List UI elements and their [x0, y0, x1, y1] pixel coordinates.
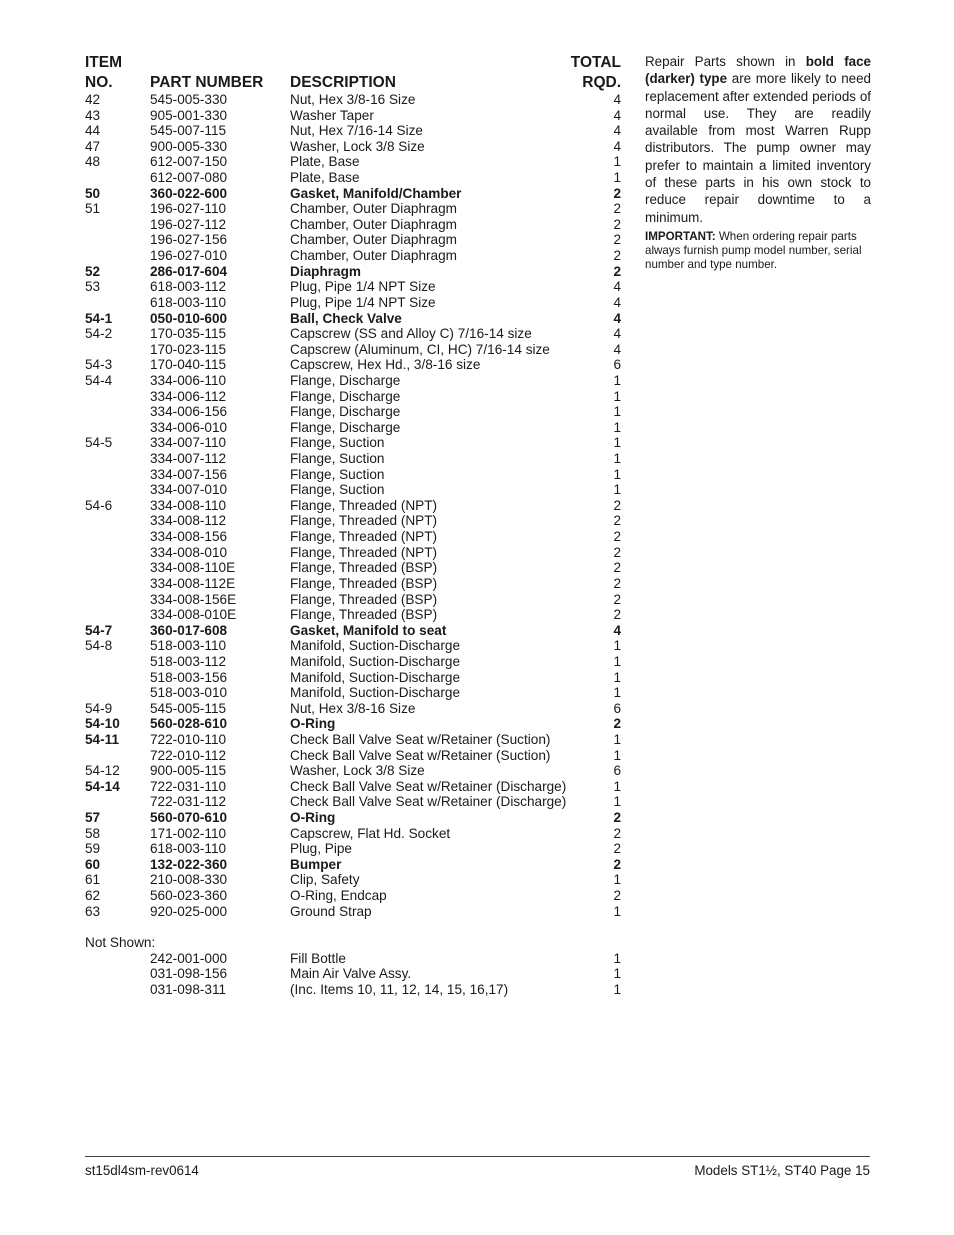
footer-rule	[85, 1156, 870, 1157]
part-number: 618-003-110	[150, 294, 227, 310]
parts-row	[85, 232, 623, 248]
parts-row	[85, 108, 623, 124]
parts-row	[85, 139, 623, 155]
parts-row	[85, 592, 623, 608]
footer-doc-id: st15dl4sm-rev0614	[85, 1163, 199, 1178]
total-required: 1	[613, 778, 621, 794]
total-required: 1	[613, 435, 621, 451]
part-number: 334-008-112	[150, 513, 227, 529]
part-description: Bumper	[290, 856, 342, 872]
part-description: Main Air Valve Assy.	[290, 966, 412, 982]
item-number: 52	[85, 263, 101, 279]
total-required: 2	[613, 497, 621, 513]
total-required: 1	[613, 981, 621, 997]
total-required: 4	[613, 294, 621, 310]
item-number: 54-14	[85, 778, 120, 794]
parts-row	[85, 186, 623, 202]
part-number: 334-008-110	[150, 497, 227, 513]
item-number: 48	[85, 154, 101, 170]
total-required: 1	[613, 404, 621, 420]
item-number: 54-6	[85, 497, 113, 513]
item-number: 44	[85, 123, 101, 139]
part-description: Flange, Threaded (NPT)	[290, 497, 438, 513]
header-total-line2: RQD.	[582, 74, 621, 91]
part-number: 722-010-110	[150, 731, 227, 747]
header-item-line2: NO.	[85, 74, 113, 91]
part-number: 170-040-115	[150, 357, 227, 373]
part-number: 334-008-010E	[150, 607, 237, 623]
part-number: 334-006-112	[150, 388, 227, 404]
important-label: IMPORTANT:	[645, 229, 716, 243]
item-number: 60	[85, 856, 101, 872]
header-total-line1: TOTAL	[570, 54, 621, 71]
repair-parts-note	[645, 53, 871, 272]
parts-row	[85, 966, 623, 982]
note-text-before: Repair Parts shown in	[645, 54, 806, 69]
part-number: 905-001-330	[150, 107, 228, 123]
part-description: Plug, Pipe 1/4 NPT Size	[290, 294, 436, 310]
item-number: 42	[85, 92, 101, 107]
total-required: 1	[613, 451, 621, 467]
total-required: 1	[613, 170, 621, 186]
part-number: 545-005-330	[150, 92, 228, 107]
part-description: Flange, Suction	[290, 466, 385, 482]
item-number: 54-1	[85, 310, 113, 326]
part-number: 360-022-600	[150, 185, 228, 201]
total-required: 1	[613, 372, 621, 388]
parts-row	[85, 826, 623, 842]
parts-row	[85, 560, 623, 576]
parts-row	[85, 154, 623, 170]
total-required: 1	[613, 482, 621, 498]
total-required: 1	[613, 950, 621, 966]
part-number: 900-005-330	[150, 138, 228, 154]
part-description: Capscrew, Flat Hd. Socket	[290, 825, 451, 841]
part-description: Flange, Discharge	[290, 419, 401, 435]
total-required: 2	[613, 825, 621, 841]
part-description: Capscrew (SS and Alloy C) 7/16-14 size	[290, 326, 532, 342]
total-required: 1	[613, 794, 621, 810]
total-required: 4	[613, 279, 621, 295]
part-number: 360-017-608	[150, 622, 228, 638]
part-description: Flange, Threaded (BSP)	[290, 607, 438, 623]
parts-row	[85, 451, 623, 467]
part-number: 334-008-010	[150, 544, 228, 560]
parts-row	[85, 545, 623, 561]
item-number: 54-7	[85, 622, 113, 638]
item-number: 54-5	[85, 435, 113, 451]
total-required: 2	[613, 716, 621, 732]
part-description: Flange, Discharge	[290, 372, 401, 388]
part-number: 170-035-115	[150, 326, 227, 342]
part-description: Check Ball Valve Seat w/Retainer (Discharge)	[290, 778, 567, 794]
important-note	[645, 230, 871, 272]
part-number: 334-006-110	[150, 372, 227, 388]
part-number: 334-007-156	[150, 466, 228, 482]
parts-row	[85, 295, 623, 311]
parts-row	[85, 482, 623, 498]
total-required: 2	[613, 216, 621, 232]
total-required: 4	[613, 92, 621, 107]
parts-row	[85, 389, 623, 405]
part-number: 545-005-115	[150, 700, 227, 716]
parts-row	[85, 716, 623, 732]
parts-row	[85, 435, 623, 451]
part-number: 618-003-110	[150, 841, 227, 857]
part-number: 618-003-112	[150, 279, 227, 295]
part-description: Chamber, Outer Diaphragm	[290, 201, 457, 217]
part-number: 900-005-115	[150, 763, 227, 779]
item-number: 54-12	[85, 763, 120, 779]
parts-row	[85, 170, 623, 186]
part-description: Washer Taper	[290, 107, 374, 123]
part-number: 722-031-112	[150, 794, 227, 810]
part-number: 334-007-010	[150, 482, 228, 498]
total-required: 2	[613, 591, 621, 607]
part-number: 334-008-110E	[150, 560, 236, 576]
parts-row	[85, 404, 623, 420]
item-number: 61	[85, 872, 101, 888]
total-required: 4	[613, 138, 621, 154]
note-paragraph	[645, 53, 871, 226]
part-description: O-Ring, Endcap	[290, 888, 387, 904]
part-number: 334-006-156	[150, 404, 228, 420]
part-number: 334-006-010	[150, 419, 228, 435]
parts-row	[85, 904, 623, 920]
parts-row	[85, 982, 623, 998]
part-number: 334-008-112E	[150, 575, 236, 591]
part-description: Flange, Threaded (NPT)	[290, 544, 438, 560]
parts-row	[85, 279, 623, 295]
note-text-after: are more likely to need replacement after extended periods of normal use. They are readily available from most Warren Rupp distributors. The pump owner may prefer to maintain a limited inventory of these parts in his own stock to reduce repair downtime to a minimum.	[645, 71, 872, 225]
part-number: 612-007-080	[150, 170, 228, 186]
part-number: 242-001-000	[150, 950, 228, 966]
parts-row	[85, 951, 623, 967]
part-number: 518-003-156	[150, 669, 228, 685]
parts-row	[85, 217, 623, 233]
total-required: 1	[613, 685, 621, 701]
part-description: Check Ball Valve Seat w/Retainer (Suction)	[290, 731, 551, 747]
part-description: Plug, Pipe 1/4 NPT Size	[290, 279, 436, 295]
part-description: Check Ball Valve Seat w/Retainer (Discharge)	[290, 794, 567, 810]
part-number: 031-098-156	[150, 966, 228, 982]
item-number: 54-2	[85, 326, 113, 342]
total-required: 1	[613, 466, 621, 482]
part-description: Manifold, Suction-Discharge	[290, 653, 461, 669]
part-number: 722-010-112	[150, 747, 227, 763]
total-required: 2	[613, 575, 621, 591]
part-description: O-Ring	[290, 716, 336, 732]
total-required: 1	[613, 966, 621, 982]
part-number: 196-027-010	[150, 248, 228, 264]
item-number: 43	[85, 107, 101, 123]
parts-row	[85, 311, 623, 327]
part-number: 518-003-010	[150, 685, 228, 701]
parts-row	[85, 623, 623, 639]
total-required: 1	[613, 653, 621, 669]
parts-row	[85, 763, 623, 779]
part-description: Washer, Lock 3/8 Size	[290, 763, 425, 779]
item-number: 62	[85, 888, 101, 904]
not-shown-label-row	[85, 935, 623, 951]
total-required: 4	[613, 341, 621, 357]
parts-row	[85, 888, 623, 904]
part-description: Clip, Safety	[290, 872, 360, 888]
parts-list	[85, 53, 623, 997]
part-description: Chamber, Outer Diaphragm	[290, 216, 457, 232]
parts-row	[85, 342, 623, 358]
parts-row	[85, 123, 623, 139]
total-required: 1	[613, 903, 621, 919]
parts-row	[85, 498, 623, 514]
parts-row	[85, 841, 623, 857]
total-required: 4	[613, 326, 621, 342]
item-number: 59	[85, 841, 101, 857]
important-text: When ordering repair parts always furnish pump model number, serial number and type number.	[645, 229, 862, 271]
part-description: Capscrew (Aluminum, CI, HC) 7/16-14 size	[290, 341, 550, 357]
part-number: 334-008-156E	[150, 591, 237, 607]
item-number: 63	[85, 903, 101, 919]
item-number: 51	[85, 201, 101, 217]
parts-row	[85, 420, 623, 436]
parts-row	[85, 670, 623, 686]
item-number: 54-3	[85, 357, 113, 373]
part-description: Flange, Suction	[290, 482, 385, 498]
part-description: Ball, Check Valve	[290, 310, 402, 326]
part-description: Diaphragm	[290, 263, 362, 279]
part-number: 545-007-115	[150, 123, 227, 139]
part-description: Flange, Threaded (BSP)	[290, 575, 438, 591]
total-required: 1	[613, 419, 621, 435]
part-description: Manifold, Suction-Discharge	[290, 638, 461, 654]
parts-row	[85, 92, 623, 108]
part-number: 196-027-156	[150, 232, 228, 248]
parts-row	[85, 810, 623, 826]
parts-row	[85, 794, 623, 810]
part-description: Chamber, Outer Diaphragm	[290, 232, 457, 248]
total-required: 1	[613, 388, 621, 404]
parts-row	[85, 467, 623, 483]
parts-row	[85, 529, 623, 545]
spacer	[85, 919, 623, 935]
total-required: 2	[613, 248, 621, 264]
parts-row	[85, 357, 623, 373]
part-description: Plate, Base	[290, 170, 360, 186]
item-number: 54-11	[85, 731, 120, 747]
part-description: Ground Strap	[290, 903, 372, 919]
part-description: Flange, Threaded (NPT)	[290, 513, 438, 529]
parts-row	[85, 264, 623, 280]
parts-row	[85, 857, 623, 873]
total-required: 2	[613, 529, 621, 545]
part-description: Gasket, Manifold/Chamber	[290, 185, 462, 201]
total-required: 2	[613, 888, 621, 904]
total-required: 6	[613, 763, 621, 779]
parts-row	[85, 513, 623, 529]
part-description: Flange, Discharge	[290, 388, 401, 404]
parts-row	[85, 748, 623, 764]
item-number: 53	[85, 279, 101, 295]
parts-row	[85, 872, 623, 888]
parts-row	[85, 607, 623, 623]
parts-row	[85, 685, 623, 701]
part-description: Fill Bottle	[290, 950, 346, 966]
part-number: 286-017-604	[150, 263, 228, 279]
parts-row	[85, 326, 623, 342]
part-number: 170-023-115	[150, 341, 227, 357]
total-required: 1	[613, 731, 621, 747]
part-number: 196-027-112	[150, 216, 227, 232]
header-description: DESCRIPTION	[290, 74, 396, 91]
total-required: 2	[613, 856, 621, 872]
total-required: 4	[613, 622, 621, 638]
part-description: Gasket, Manifold to seat	[290, 622, 447, 638]
part-description: Capscrew, Hex Hd., 3/8-16 size	[290, 357, 481, 373]
part-description: Chamber, Outer Diaphragm	[290, 248, 457, 264]
part-description: Flange, Suction	[290, 451, 385, 467]
header-part-number: PART NUMBER	[150, 74, 264, 91]
header-item-line1: ITEM	[85, 54, 123, 71]
part-description: Flange, Discharge	[290, 404, 401, 420]
part-number: 132-022-360	[150, 856, 228, 872]
part-description: Washer, Lock 3/8 Size	[290, 138, 425, 154]
total-required: 6	[613, 700, 621, 716]
item-number: 47	[85, 138, 101, 154]
part-number: 171-002-110	[150, 825, 227, 841]
total-required: 2	[613, 810, 621, 826]
note-bold-text: bold face (darker) type	[645, 54, 871, 87]
part-number: 518-003-112	[150, 653, 227, 669]
parts-row	[85, 201, 623, 217]
parts-list-header	[85, 53, 623, 92]
part-number: 050-010-600	[150, 310, 228, 326]
part-description: (Inc. Items 10, 11, 12, 14, 15, 16,17)	[290, 981, 509, 997]
part-number: 722-031-110	[150, 778, 227, 794]
total-required: 2	[613, 232, 621, 248]
part-number: 560-028-610	[150, 716, 228, 732]
item-number: 57	[85, 810, 101, 826]
part-description: Manifold, Suction-Discharge	[290, 685, 461, 701]
total-required: 4	[613, 310, 621, 326]
total-required: 2	[613, 185, 621, 201]
footer-page-info: Models ST1½, ST40 Page 15	[694, 1163, 870, 1178]
total-required: 1	[613, 154, 621, 170]
total-required: 2	[613, 263, 621, 279]
part-description: Flange, Threaded (BSP)	[290, 591, 438, 607]
not-shown-rows	[85, 951, 623, 998]
part-description: Flange, Threaded (NPT)	[290, 529, 438, 545]
part-number: 210-008-330	[150, 872, 228, 888]
parts-row	[85, 732, 623, 748]
part-description: Check Ball Valve Seat w/Retainer (Suction)	[290, 747, 551, 763]
total-required: 4	[613, 107, 621, 123]
item-number: 54-9	[85, 700, 113, 716]
part-description: Nut, Hex 3/8-16 Size	[290, 700, 416, 716]
parts-row	[85, 654, 623, 670]
total-required: 1	[613, 872, 621, 888]
part-description: O-Ring	[290, 810, 336, 826]
part-description: Manifold, Suction-Discharge	[290, 669, 461, 685]
parts-row	[85, 248, 623, 264]
part-number: 920-025-000	[150, 903, 228, 919]
total-required: 1	[613, 638, 621, 654]
item-number: 58	[85, 825, 101, 841]
total-required: 1	[613, 669, 621, 685]
parts-row	[85, 638, 623, 654]
parts-row	[85, 701, 623, 717]
total-required: 2	[613, 607, 621, 623]
item-number: 54-10	[85, 716, 120, 732]
total-required: 4	[613, 123, 621, 139]
part-description: Flange, Suction	[290, 435, 385, 451]
part-number: 612-007-150	[150, 154, 228, 170]
not-shown-label: Not Shown:	[85, 934, 156, 950]
parts-rows	[85, 92, 623, 919]
total-required: 2	[613, 560, 621, 576]
total-required: 2	[613, 544, 621, 560]
part-description: Plate, Base	[290, 154, 360, 170]
item-number: 50	[85, 185, 101, 201]
part-description: Plug, Pipe	[290, 841, 352, 857]
part-number: 334-007-110	[150, 435, 227, 451]
total-required: 6	[613, 357, 621, 373]
parts-row	[85, 779, 623, 795]
part-number: 334-007-112	[150, 451, 227, 467]
total-required: 1	[613, 747, 621, 763]
total-required: 2	[613, 513, 621, 529]
total-required: 2	[613, 201, 621, 217]
item-number: 54-4	[85, 372, 113, 388]
part-number: 334-008-156	[150, 529, 228, 545]
part-number: 031-098-311	[150, 981, 227, 997]
part-number: 560-023-360	[150, 888, 228, 904]
part-number: 518-003-110	[150, 638, 227, 654]
parts-row	[85, 373, 623, 389]
total-required: 2	[613, 841, 621, 857]
part-description: Nut, Hex 3/8-16 Size	[290, 92, 416, 107]
part-description: Nut, Hex 7/16-14 Size	[290, 123, 423, 139]
part-number: 196-027-110	[150, 201, 227, 217]
part-description: Flange, Threaded (BSP)	[290, 560, 438, 576]
part-number: 560-070-610	[150, 810, 228, 826]
parts-row	[85, 576, 623, 592]
item-number: 54-8	[85, 638, 113, 654]
